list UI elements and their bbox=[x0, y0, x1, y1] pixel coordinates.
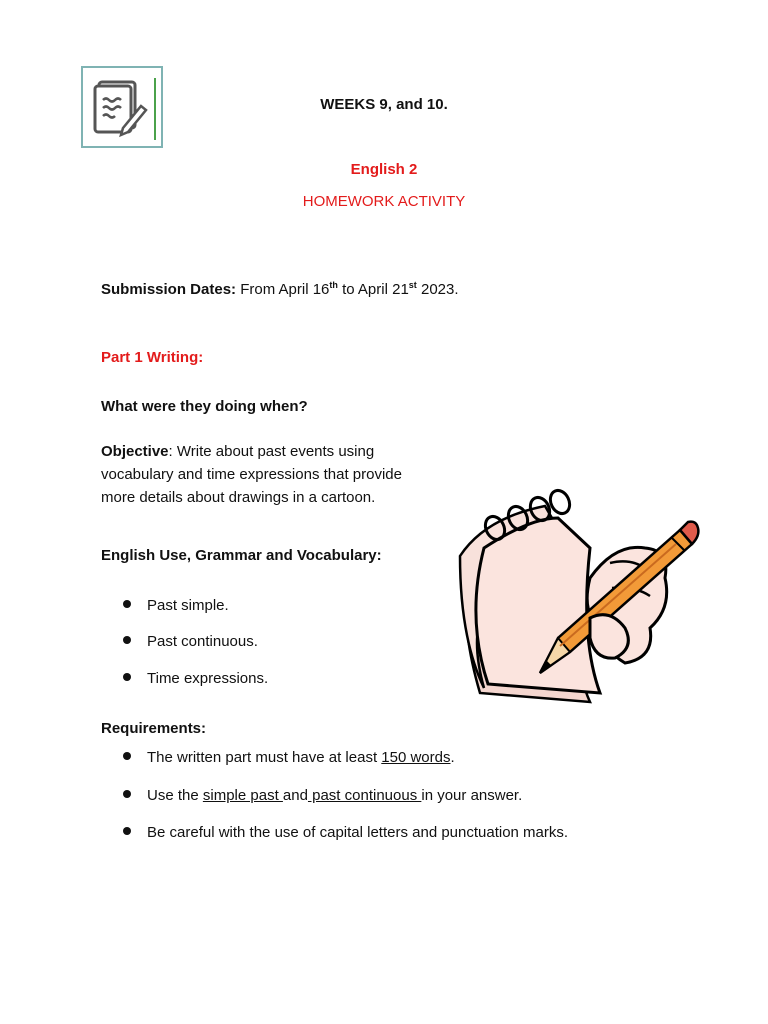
submission-label: Submission Dates: bbox=[101, 281, 237, 298]
list-item bbox=[123, 596, 229, 616]
list-item bbox=[123, 748, 455, 768]
req1-text-a: The written part must have at least bbox=[147, 749, 382, 766]
req2-underline-2: past continuous bbox=[307, 787, 422, 804]
list-item-text: Time expressions. bbox=[147, 670, 269, 687]
objective-label: Objective bbox=[101, 443, 169, 460]
objective-line-1: : Write about past events using bbox=[168, 443, 375, 460]
activity-title: HOMEWORK ACTIVITY bbox=[302, 193, 466, 210]
submission-dates bbox=[101, 278, 459, 301]
req3-text: Be careful with the use of capital letters and punctuation marks. bbox=[147, 824, 569, 841]
subject-title: English 2 bbox=[350, 161, 418, 178]
part1-heading: Part 1 Writing: bbox=[101, 349, 204, 366]
req2-underline-1: simple past bbox=[202, 787, 283, 804]
bullet-icon bbox=[123, 827, 131, 835]
submission-text-2: to April 21 bbox=[337, 281, 409, 298]
bullet-icon bbox=[123, 752, 131, 760]
req2-text-a: Use the bbox=[147, 787, 203, 804]
objective-line-2: vocabulary and time expressions that provide bbox=[101, 466, 402, 483]
req1-underline: 150 words bbox=[381, 749, 451, 766]
bullet-icon bbox=[123, 790, 131, 798]
list-item bbox=[123, 632, 258, 652]
grammar-heading: English Use, Grammar and Vocabulary: bbox=[101, 547, 382, 564]
list-item bbox=[123, 823, 568, 843]
submission-text-1: From April 16 bbox=[236, 281, 330, 298]
bullet-icon bbox=[123, 600, 131, 608]
page-title: WEEKS 9, and 10. bbox=[320, 96, 448, 113]
req2-text-b: and bbox=[282, 787, 308, 804]
bullet-icon bbox=[123, 673, 131, 681]
submission-sup-1: th bbox=[329, 280, 338, 290]
list-item-text: Past simple. bbox=[147, 597, 229, 614]
list-item bbox=[123, 786, 522, 806]
objective-paragraph bbox=[101, 440, 402, 509]
submission-sup-2: st bbox=[408, 280, 417, 290]
question-heading: What were they doing when? bbox=[101, 398, 308, 415]
requirements-heading: Requirements: bbox=[101, 720, 207, 737]
bullet-icon bbox=[123, 636, 131, 644]
objective-line-3: more details about drawings in a cartoon. bbox=[101, 489, 376, 506]
req2-text-c: in your answer. bbox=[421, 787, 523, 804]
submission-text-3: 2023. bbox=[416, 281, 459, 298]
hand-writing-notepad-illustration bbox=[440, 488, 710, 706]
req1-text-b: . bbox=[450, 749, 455, 766]
list-item-text: Past continuous. bbox=[147, 633, 258, 650]
list-item bbox=[123, 669, 268, 689]
